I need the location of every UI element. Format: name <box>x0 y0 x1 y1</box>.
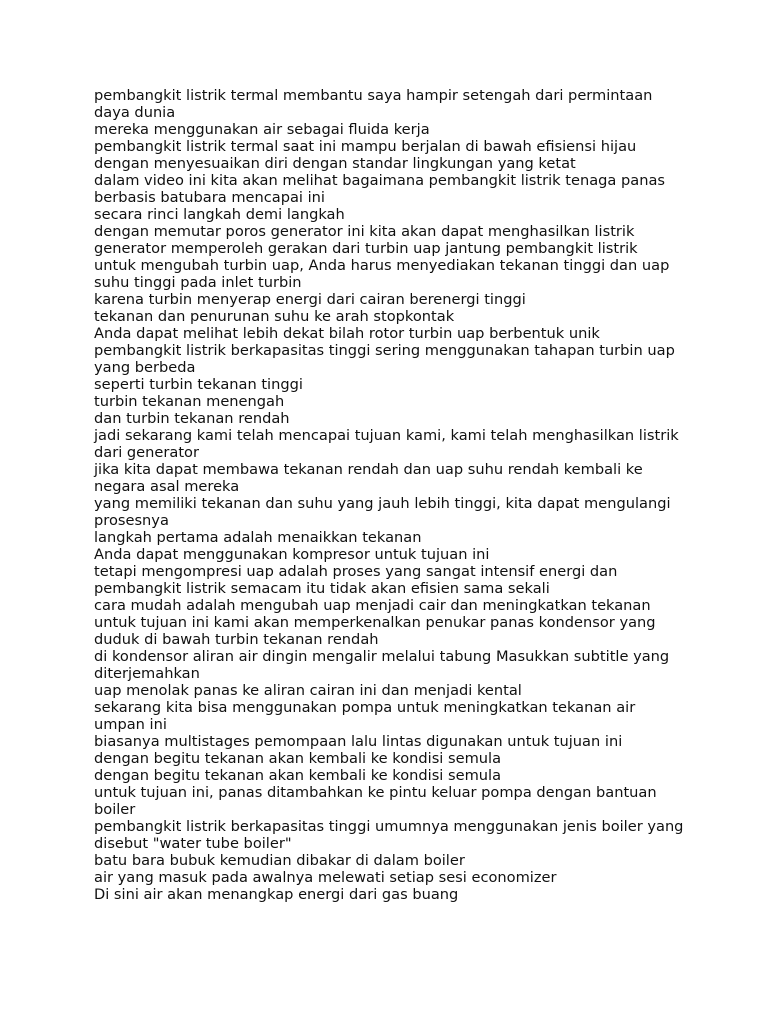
text-line-7: generator memperoleh gerakan dari turbin uap jantung pembangkit listrik <box>94 240 638 257</box>
text-line-31: pembangkit listrik berkapasitas tinggi umumnya menggunakan jenis boiler yang disebut "water tube boiler" <box>94 818 684 852</box>
text-line-17: jika kita dapat membawa tekanan rendah dan uap suhu rendah kembali ke negara asal mereka <box>94 461 643 495</box>
text-line-13: seperti turbin tekanan tinggi <box>94 376 303 393</box>
transcript-text <box>94 87 684 903</box>
text-line-14: turbin tekanan menengah <box>94 393 285 410</box>
text-line-24: di kondensor aliran air dingin mengalir melalui tabung Masukkan subtitle yang diterjemahkan <box>94 648 670 682</box>
text-line-5: secara rinci langkah demi langkah <box>94 206 345 223</box>
text-line-3: pembangkit listrik termal saat ini mampu berjalan di bawah efisiensi hijau dengan menyesuaikan diri dengan standar lingkungan yang ketat <box>94 138 637 172</box>
text-line-8: untuk mengubah turbin uap, Anda harus menyediakan tekanan tinggi dan uap suhu tinggi pada inlet turbin <box>94 257 670 291</box>
text-line-19: langkah pertama adalah menaikkan tekanan <box>94 529 422 546</box>
text-line-29: dengan begitu tekanan akan kembali ke kondisi semula <box>94 767 502 784</box>
text-line-26: sekarang kita bisa menggunakan pompa untuk meningkatkan tekanan air umpan ini <box>94 699 636 733</box>
text-line-6: dengan memutar poros generator ini kita akan dapat menghasilkan listrik <box>94 223 635 240</box>
text-line-30: untuk tujuan ini, panas ditambahkan ke pintu keluar pompa dengan bantuan boiler <box>94 784 657 818</box>
text-line-33: air yang masuk pada awalnya melewati setiap sesi economizer <box>94 869 557 886</box>
text-line-4: dalam video ini kita akan melihat bagaimana pembangkit listrik tenaga panas berbasis batubara mencapai ini <box>94 172 666 206</box>
text-line-11: Anda dapat melihat lebih dekat bilah rotor turbin uap berbentuk unik <box>94 325 600 342</box>
text-line-2: mereka menggunakan air sebagai fluida kerja <box>94 121 430 138</box>
text-line-18: yang memiliki tekanan dan suhu yang jauh lebih tinggi, kita dapat mengulangi prosesnya <box>94 495 671 529</box>
text-line-12: pembangkit listrik berkapasitas tinggi sering menggunakan tahapan turbin uap yang berbeda <box>94 342 675 376</box>
text-line-22: cara mudah adalah mengubah uap menjadi cair dan meningkatkan tekanan <box>94 597 651 614</box>
text-line-27: biasanya multistages pemompaan lalu lintas digunakan untuk tujuan ini <box>94 733 623 750</box>
text-line-20: Anda dapat menggunakan kompresor untuk tujuan ini <box>94 546 490 563</box>
text-line-34: Di sini air akan menangkap energi dari gas buang <box>94 886 459 903</box>
text-line-10: tekanan dan penurunan suhu ke arah stopkontak <box>94 308 455 325</box>
text-line-28: dengan begitu tekanan akan kembali ke kondisi semula <box>94 750 502 767</box>
text-line-16: jadi sekarang kami telah mencapai tujuan kami, kami telah menghasilkan listrik dari generator <box>94 427 679 461</box>
text-line-15: dan turbin tekanan rendah <box>94 410 290 427</box>
text-line-1: pembangkit listrik termal membantu saya hampir setengah dari permintaan daya dunia <box>94 87 653 121</box>
text-line-23: untuk tujuan ini kami akan memperkenalkan penukar panas kondensor yang duduk di bawah turbin tekanan rendah <box>94 614 656 648</box>
text-line-25: uap menolak panas ke aliran cairan ini dan menjadi kental <box>94 682 522 699</box>
text-line-21: tetapi mengompresi uap adalah proses yang sangat intensif energi dan pembangkit listrik semacam itu tidak akan efisien sama sekali <box>94 563 618 597</box>
text-line-9: karena turbin menyerap energi dari cairan berenergi tinggi <box>94 291 526 308</box>
text-line-32: batu bara bubuk kemudian dibakar di dalam boiler <box>94 852 465 869</box>
